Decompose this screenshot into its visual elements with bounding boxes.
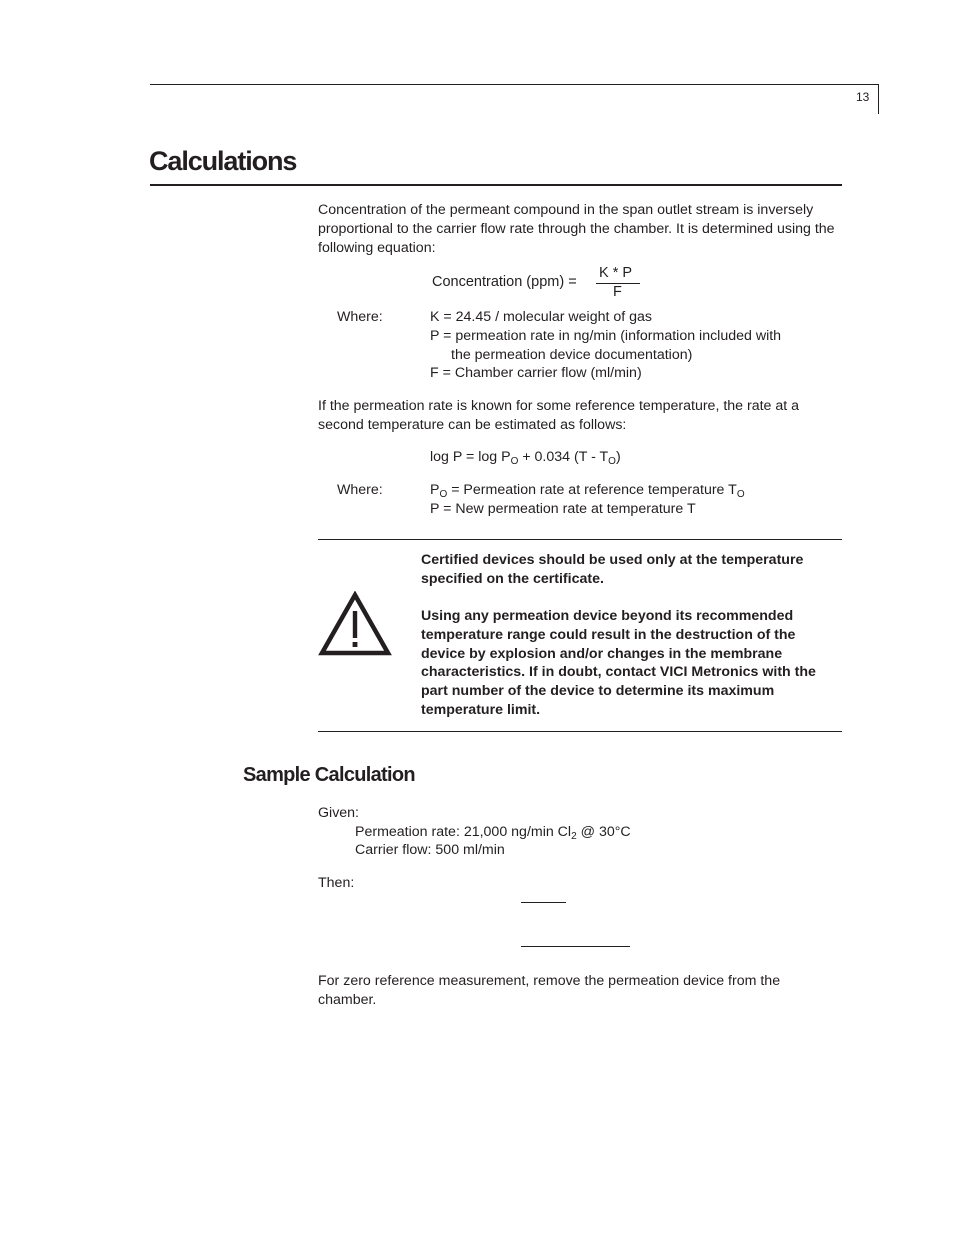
definition-f: F = Chamber carrier flow (ml/min) (430, 365, 642, 381)
title-rule (150, 184, 842, 186)
definition-p-continued: the permeation device documentation) (451, 347, 693, 363)
equation2: $\log P = \log P_O + 0.034$ $(T - T_O)$ (430, 449, 621, 467)
warning-triangle-icon (318, 591, 392, 657)
equation1-denominator: F (613, 284, 622, 300)
page-number: 13 (856, 90, 870, 104)
given-label: Given: (318, 805, 360, 821)
equation1-lhs: Concentration (ppm) = (432, 274, 577, 290)
where-label-1: Where: (337, 309, 383, 325)
page-title: Calculations (149, 146, 297, 176)
definition-p-new: P = New permeation rate at temperature T (430, 501, 696, 517)
temperature-paragraph: If the permeation rate is known for some reference temperature, the rate at a second temperature can be estimated as follows: (318, 398, 800, 433)
calculation-line-2 (521, 946, 630, 947)
definition-po: $P_O$ = Permeation rate at reference temperature $T_O$ (430, 482, 745, 500)
calculation-line-1 (521, 902, 566, 903)
definition-p: P = permeation rate in ng/min (information included with (430, 328, 782, 344)
warning-top-rule (318, 539, 842, 540)
carrier-flow-value: Carrier flow: 500 ml/min (355, 842, 505, 858)
warning-paragraph-2: Using any permeation device beyond its recommended temperature range could result in the destruction of the device by explosion and/or changes in the membrane characteristics. If in doubt, contact VICI Metronics with the part number of the device to determine its maximum temperature limit. (421, 608, 816, 718)
intro-paragraph: Concentration of the permeant compound in the span outlet stream is inversely proportional to the carrier flow rate through the chamber. It is determined using the following equation: (318, 202, 835, 256)
warning-paragraph-1: Certified devices should be used only at the temperature specified on the certificate. (421, 552, 804, 587)
then-label: Then: (318, 875, 355, 891)
permeation-rate-value: Permeation rate: 21,000 ng/min $Cl_2$ @ 30°C (355, 824, 631, 842)
warning-bottom-rule (318, 731, 842, 732)
header-tick (878, 84, 879, 114)
sample-calculation-heading: Sample Calculation (243, 764, 415, 786)
equation1-numerator: K * P (599, 265, 633, 281)
where-label-2: Where: (337, 482, 383, 498)
definition-k: K = 24.45 / molecular weight of gas (430, 309, 653, 325)
zero-reference-paragraph: For zero reference measurement, remove the permeation device from the chamber. (318, 973, 781, 1008)
header-rule (150, 84, 879, 85)
